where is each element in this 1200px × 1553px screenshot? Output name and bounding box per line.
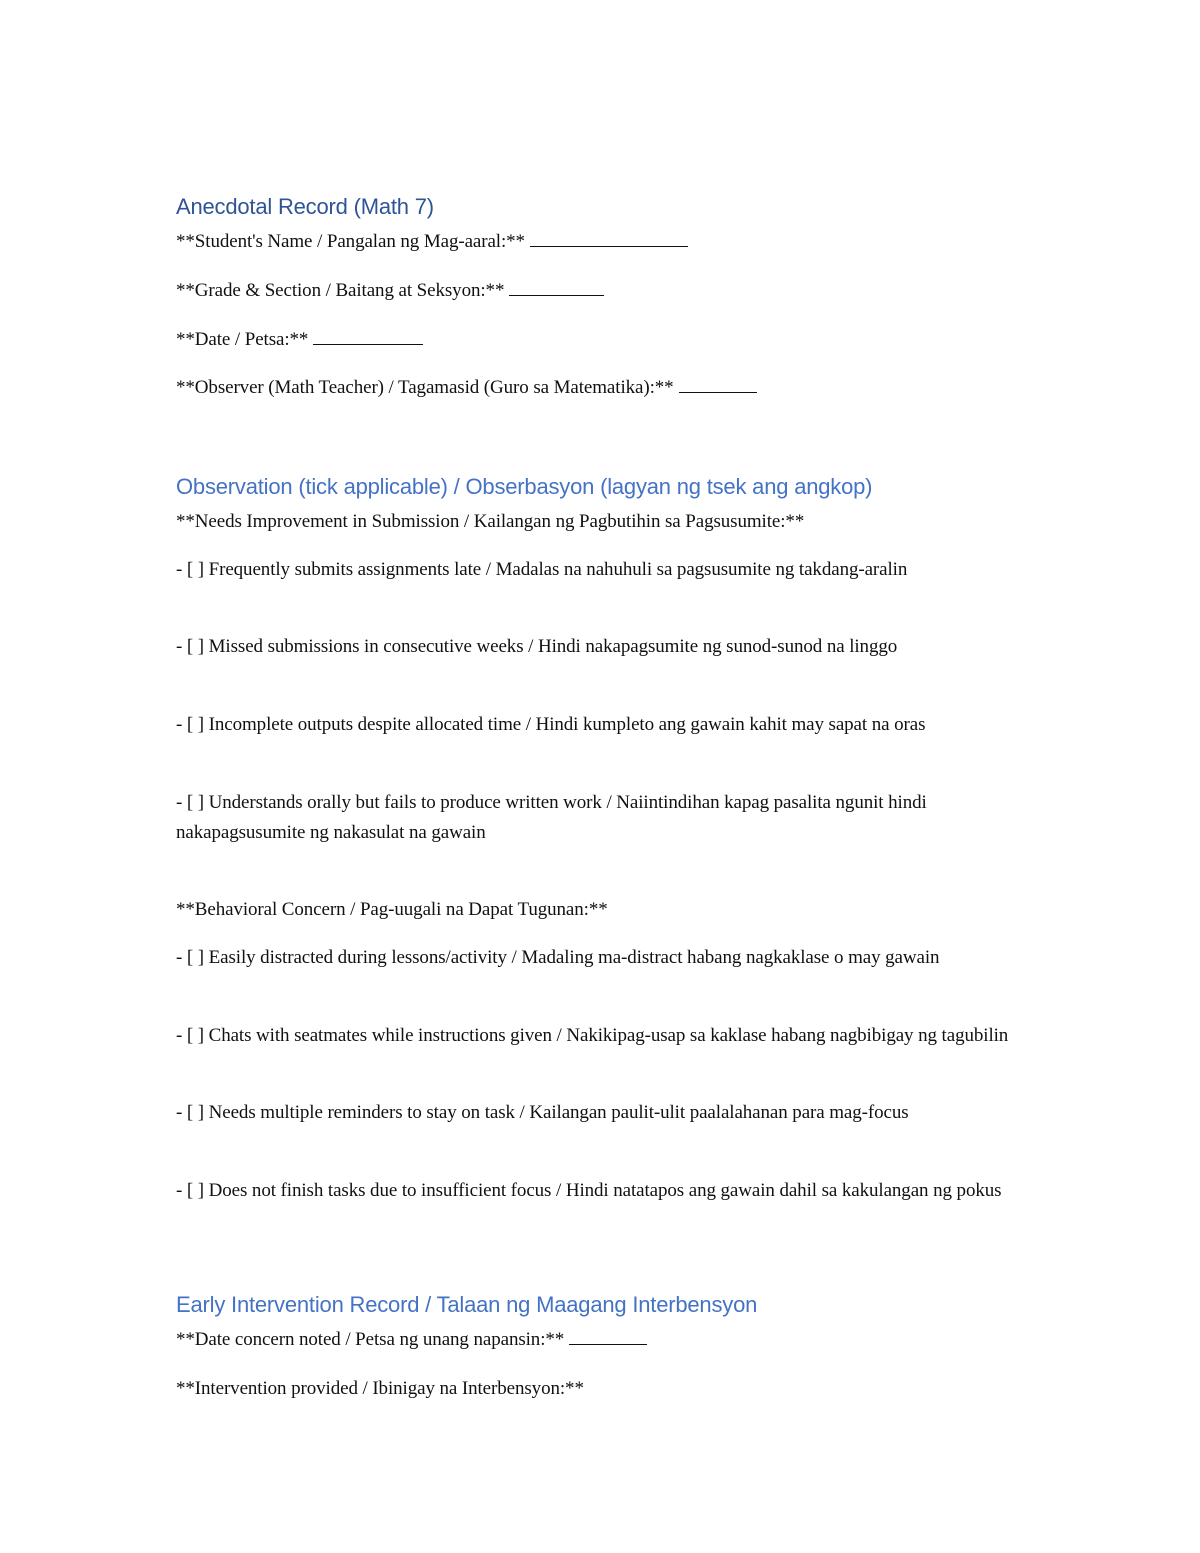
- date-blank[interactable]: [313, 327, 423, 345]
- observer-blank[interactable]: [679, 375, 757, 393]
- intervention-heading: Early Intervention Record / Talaan ng Maagang Interbensyon: [176, 1292, 758, 1317]
- submission-label: **Needs Improvement in Submission / Kailangan ng Pagbutihin sa Pagsusumite:**: [176, 511, 805, 532]
- date-line: [176, 325, 423, 355]
- submission-item-missed[interactable]: - [ ] Missed submissions in consecutive weeks / Hindi nakapagsumite ng sunod-sunod na linggo: [176, 636, 898, 657]
- document-title: Anecdotal Record (Math 7): [176, 194, 434, 219]
- behavior-item-reminders[interactable]: - [ ] Needs multiple reminders to stay on task / Kailangan paulit-ulit paalalahanan para mag-focus: [176, 1102, 909, 1123]
- student-name-line: [176, 227, 688, 257]
- grade-section-label: **Grade & Section / Baitang at Seksyon:**: [176, 280, 505, 301]
- behavior-item-unfinished[interactable]: - [ ] Does not finish tasks due to insufficient focus / Hindi natatapos ang gawain dahil sa kakulangan ng pokus: [176, 1180, 1002, 1201]
- date-noted-line: [176, 1325, 647, 1355]
- behavior-label: **Behavioral Concern / Pag-uugali na Dapat Tugunan:**: [176, 899, 608, 920]
- submission-item-oral-only[interactable]: - [ ] Understands orally but fails to produce written work / Naiintindihan kapag pasalita ngunit hindi nakapagsusumite ng nakasulat na gawain: [176, 792, 927, 843]
- submission-item-incomplete[interactable]: - [ ] Incomplete outputs despite allocated time / Hindi kumpleto ang gawain kahit may sapat na oras: [176, 714, 926, 735]
- date-label: **Date / Petsa:**: [176, 329, 309, 350]
- grade-section-line: [176, 276, 604, 306]
- behavior-item-distracted[interactable]: - [ ] Easily distracted during lessons/activity / Madaling ma-distract habang nagkaklase o may gawain: [176, 947, 940, 968]
- intervention-provided-label: **Intervention provided / Ibinigay na Interbensyon:**: [176, 1378, 584, 1399]
- grade-section-blank[interactable]: [509, 278, 604, 296]
- student-name-label: **Student's Name / Pangalan ng Mag-aaral:**: [176, 231, 525, 252]
- submission-item-late[interactable]: - [ ] Frequently submits assignments late / Madalas na nahuhuli sa pagsusumite ng takdang-aralin: [176, 559, 908, 580]
- observation-heading: Observation (tick applicable) / Obserbasyon (lagyan ng tsek ang angkop): [176, 474, 873, 499]
- student-name-blank[interactable]: [530, 229, 688, 247]
- behavior-item-chats[interactable]: - [ ] Chats with seatmates while instructions given / Nakikipag-usap sa kaklase habang nagbibigay ng tagubilin: [176, 1025, 1009, 1046]
- date-noted-label: **Date concern noted / Petsa ng unang napansin:**: [176, 1329, 565, 1350]
- date-noted-blank[interactable]: [569, 1327, 647, 1345]
- observer-line: [176, 373, 757, 403]
- observer-label: **Observer (Math Teacher) / Tagamasid (Guro sa Matematika):**: [176, 377, 674, 398]
